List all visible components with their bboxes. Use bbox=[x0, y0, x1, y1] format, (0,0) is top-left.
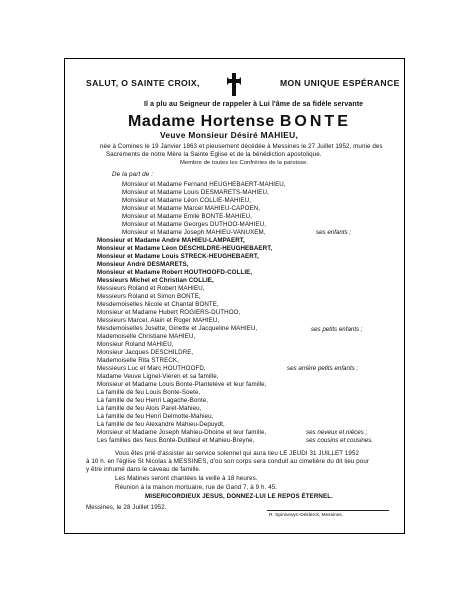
service-line: Vous êtes prié d'assister au service solennel qui aura lieu LE JEUDI 31 JUILLET 1952 bbox=[115, 450, 360, 457]
family-line: Monsieur et Madame Joseph MAHIEU-VANUXEM, bbox=[122, 229, 266, 236]
family-line: Monsieur et Madame Fernand HEUGHEBAERT-MAHIEU, bbox=[122, 181, 286, 188]
family-line: Monsieur André DESMARETS, bbox=[97, 261, 189, 268]
tag-cousins: ses cousins et cousines. bbox=[306, 437, 374, 444]
printer-rule bbox=[267, 510, 389, 511]
tag-children: ses enfants ; bbox=[316, 229, 352, 236]
family-line: Monsieur Roland MAHIEU, bbox=[97, 341, 174, 348]
family-line: Mademoiselle Christiane MAHIEU, bbox=[97, 333, 196, 340]
deceased-title: Madame Hortense bbox=[128, 113, 275, 130]
family-line: Messieurs Roland et Simon BONTE, bbox=[97, 293, 201, 300]
widow-line: Veuve Monsieur Désiré MAHIEU, bbox=[160, 130, 299, 140]
family-line: Monsieur et Madame Robert HOUTHOOFD-COLLIE, bbox=[97, 269, 253, 276]
family-line: La famille de feu Louis Bonte-Soete, bbox=[97, 389, 201, 396]
born-line: née à Comines le 19 Janvier 1863 et pieusement décédée à Messines le 27 Juillet 1952, munie des bbox=[100, 143, 383, 150]
sacraments-line: Sacrements de notre Mère la Sainte Eglise et de la bénédiction apostolique. bbox=[106, 151, 322, 158]
family-line: Les familles des feus Bonte-Dutilleul et Mahieu-Breyne, bbox=[97, 437, 255, 444]
service-line: Les Matines seront chantées la veille à 18 heures. bbox=[115, 475, 258, 482]
deceased-surname: BONTE bbox=[279, 113, 351, 130]
family-line: La famille de feu Alois Paret-Mahieu, bbox=[97, 405, 202, 412]
family-line: Messieurs Luc et Marc HOUTHOOFD, bbox=[97, 365, 206, 372]
family-line: Monsieur et Madame Joseph Mahieu-Dhoine et leur famille, bbox=[97, 429, 267, 436]
family-line: Messieurs Michel et Christian COLLIE, bbox=[97, 277, 214, 284]
family-line: La famille de feu Henri Lagache-Bonte, bbox=[97, 397, 209, 404]
family-line: La famille de feu Alexandre Mahieu-Depuydt, bbox=[97, 421, 225, 428]
on-behalf-line: De la part de : bbox=[112, 171, 154, 178]
tag-nephews: ses neveux et nièces ; bbox=[306, 429, 368, 436]
family-line: Monsieur et Madame Hubert ROGIERS-DUTHOO, bbox=[97, 309, 241, 316]
place-date: Messines, le 28 Juillet 1952. bbox=[86, 504, 167, 511]
family-line: Monsieur et Madame Georges DUTHOO-MAHIEU, bbox=[122, 221, 267, 228]
family-line: Monsieur et Madame Léon COLLIE-MAHIEU, bbox=[122, 197, 251, 204]
header-right: MON UNIQUE ESPÉRANCE bbox=[280, 78, 400, 88]
family-line: Messieurs Marcel, Alain et Roger MAHIEU, bbox=[97, 317, 220, 324]
family-line: Monsieur et Madame Louis Bonte-Planteléve et leur famille, bbox=[97, 381, 267, 388]
service-line: y être inhumé dans le caveau de famille. bbox=[86, 466, 201, 473]
member-line: Membre de toutes les Confréries de la paroisse. bbox=[180, 160, 309, 166]
family-line: Mesdemoiselles Josette, Ginette et Jacqueline MAHIEU, bbox=[97, 325, 258, 332]
family-line: Monsieur et Madame Emile BONTE-MAHIEU, bbox=[122, 213, 252, 220]
family-line: La famille de feu Henri Delmotte-Mahieu, bbox=[97, 413, 214, 420]
family-line: Mademoiselle Rita STRECK, bbox=[97, 357, 179, 364]
deceased-name bbox=[128, 113, 351, 131]
service-line: Réunion à la maison mortuaire, rue de Gand 7, à 9 h. 45. bbox=[115, 484, 278, 491]
family-line: Monsieur et Madame Marcel MAHIEU-CAPOEN, bbox=[122, 205, 261, 212]
header-left: SALUT, O SAINTE CROIX, bbox=[86, 78, 200, 88]
family-line: Madame Veuve Lignel-Vieren et sa famille, bbox=[97, 373, 219, 380]
family-line: Monsieur et Madame André MAHIEU-LAMPAERT, bbox=[97, 237, 245, 244]
family-line: Monsieur et Madame Louis DESMARETS-MAHIEU, bbox=[122, 189, 269, 196]
family-line: Monsieur et Madame Léon DESCHILDRE-HEUGHEBAERT, bbox=[97, 245, 273, 252]
family-line: Messieurs Roland et Robert MAHIEU, bbox=[97, 285, 205, 292]
family-line: Monsieur Jacques DESCHILDRE, bbox=[97, 349, 194, 356]
service-line: à 10 h. en l'église St Nicolas à MESSINES, d'où son corps sera conduit au cimetière du dit lieu pour bbox=[86, 458, 370, 465]
tag-great-grandchildren: ses arrière petits enfants ; bbox=[287, 365, 359, 372]
service-line: MISERICORDIEUX JESUS, DONNEZ-LUI LE REPOS ÉTERNEL. bbox=[145, 493, 333, 500]
printer-credit: R. Spinnewyn-Deklerck, Messines. bbox=[269, 513, 344, 518]
cross-icon bbox=[224, 72, 244, 98]
intro-line: Il a plu au Seigneur de rappeler à Lui l'âme de sa fidèle servante bbox=[144, 101, 364, 108]
family-line: Mesdemoiselles Nicole et Chantal BONTE, bbox=[97, 301, 219, 308]
tag-grandchildren: ses petits enfants ; bbox=[311, 326, 363, 333]
family-line: Monsieur et Madame Louis STRECK-HEUGHEBAERT, bbox=[97, 253, 259, 260]
